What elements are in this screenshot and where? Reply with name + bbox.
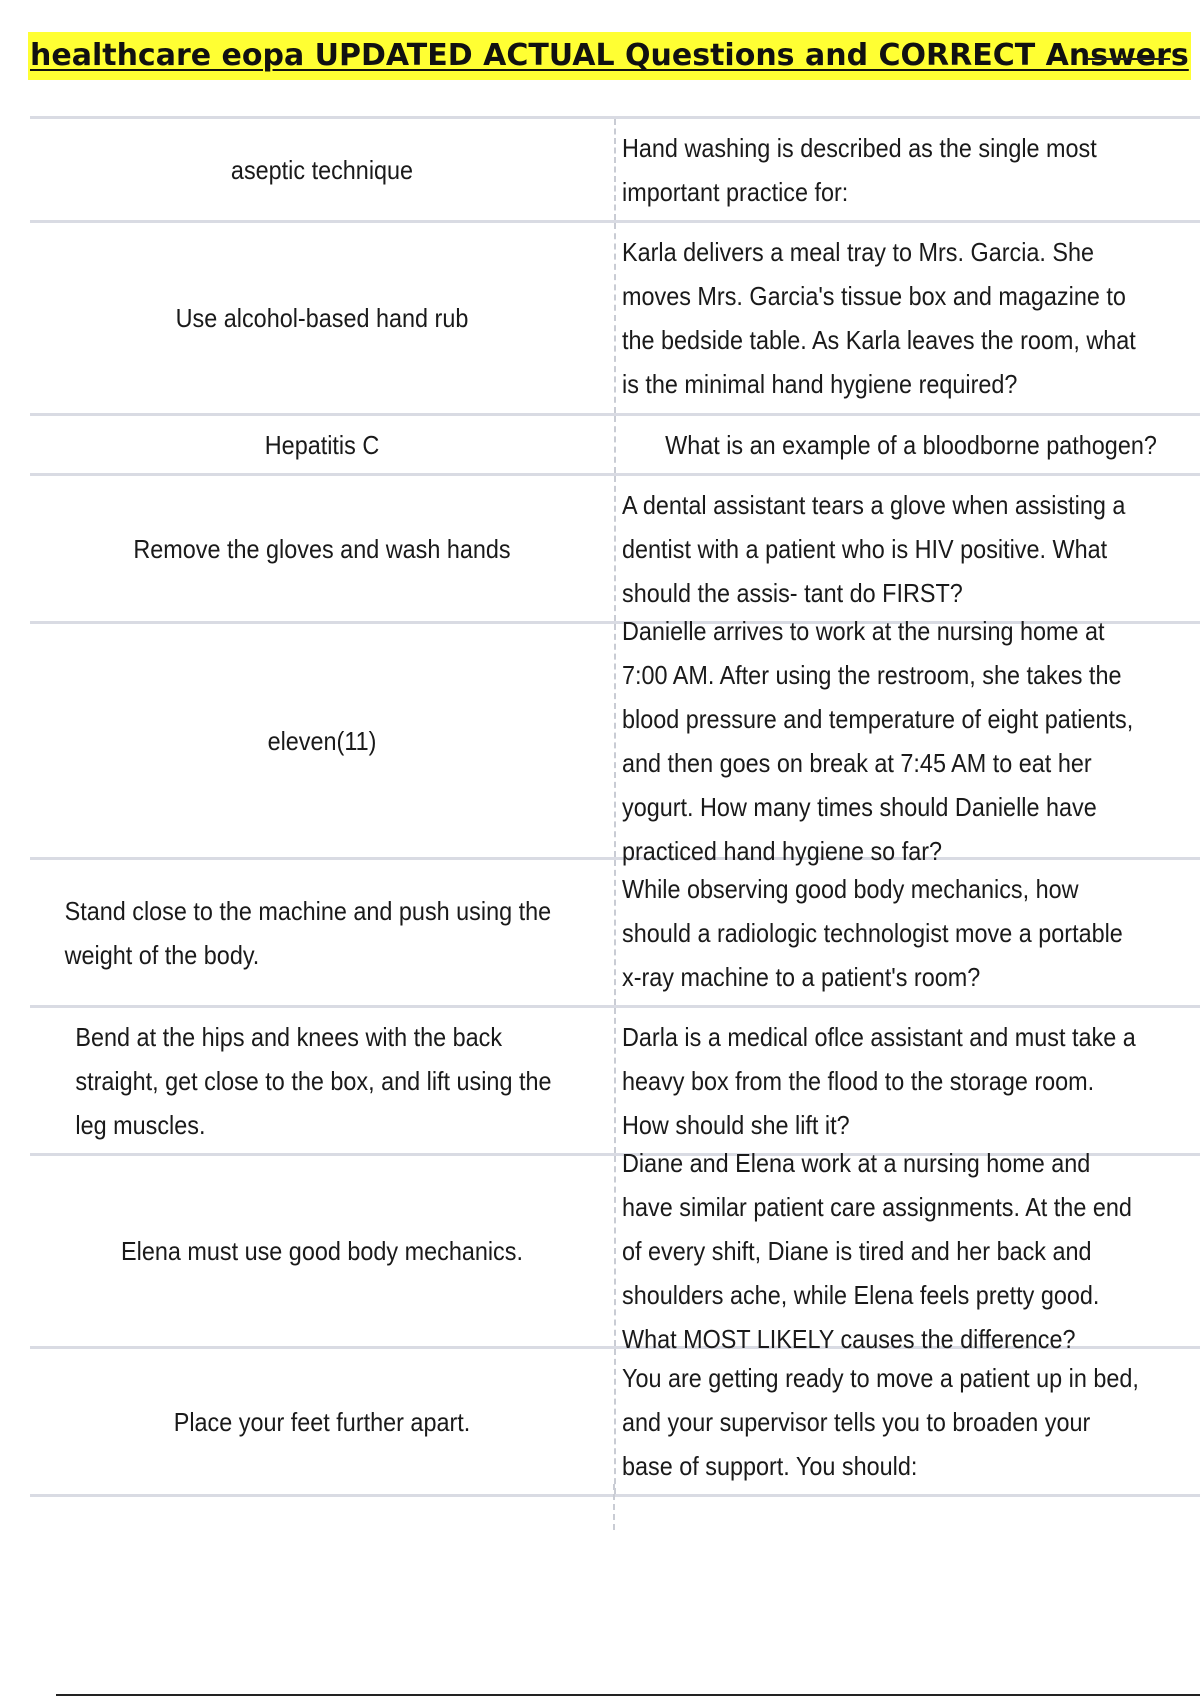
question-text: Diane and Elena work at a nursing home and have similar patient care assignments. At the end of every shift, Diane is tired and her back and shoulders ache, while Elena feels pretty good. What MOST LIKELY causes the difference?	[622, 1148, 1132, 1354]
answer-cell	[59, 624, 585, 857]
answer-text: Use alcohol-based hand rub	[175, 303, 469, 333]
qa-row-1	[30, 116, 1200, 220]
answer-text: Bend at the hips and knees with the back straight, get close to the box, and lift using the leg muscles.	[75, 1021, 552, 1140]
question-cell	[614, 615, 1200, 866]
answer-text: eleven(11)	[267, 725, 377, 756]
answer-cell	[59, 223, 585, 413]
answer-cell	[59, 1008, 585, 1153]
question-text: Danielle arrives to work at the nursing home at 7:00 AM. After using the restroom, she takes the blood pressure and temperature of eight patients, and then goes on break at 7:45 AM to eat her yogurt. How many times should Danielle have practiced hand hygiene so far?	[622, 615, 1134, 866]
question-cell	[614, 1349, 1200, 1494]
answer-cell	[59, 1156, 585, 1346]
qa-table	[30, 116, 1200, 1497]
question-cell	[614, 416, 1200, 473]
question-cell	[614, 860, 1200, 1005]
question-text: You are getting ready to move a patient up in bed, and your supervisor tells you to broaden your base of support. You should:	[622, 1362, 1139, 1481]
question-cell	[614, 223, 1200, 413]
answer-cell	[59, 860, 585, 1005]
answer-text: Hepatitis C	[264, 429, 380, 460]
question-cell	[614, 1008, 1200, 1153]
answer-text: Place your feet further apart.	[173, 1406, 471, 1437]
qa-row-2	[30, 220, 1200, 413]
qa-row-9	[30, 1346, 1200, 1497]
question-text: What is an example of a bloodborne pathogen?	[665, 429, 1157, 460]
question-text: Karla delivers a meal tray to Mrs. Garcia. She moves Mrs. Garcia's tissue box and magazine to the bedside table. As Karla leaves the room, what is the minimal hand hygiene required?	[622, 237, 1136, 399]
title-rule	[1088, 58, 1170, 60]
qa-row-3	[30, 413, 1200, 473]
qa-row-5	[30, 615, 1200, 866]
answer-text: Elena must use good body mechanics.	[121, 1236, 523, 1266]
footer-rule	[56, 1694, 1200, 1696]
answer-cell	[59, 416, 585, 473]
qa-row-4	[30, 473, 1200, 621]
title-bar	[28, 28, 1189, 84]
question-text: While observing good body mechanics, how should a radiologic technologist move a portable x-ray machine to a patient's room?	[622, 873, 1123, 992]
qa-row-8	[30, 1148, 1200, 1354]
column-divider-tail	[613, 1484, 615, 1530]
answer-text: aseptic technique	[230, 154, 414, 185]
question-text: Darla is a medical oflce assistant and must take a heavy box from the flood to the storage room. How should she lift it?	[622, 1021, 1136, 1140]
answer-text: Remove the gloves and wash hands	[133, 533, 511, 564]
document-title: healthcare eopa UPDATED ACTUAL Questions and CORRECT Answers	[28, 32, 1191, 80]
answer-text: Stand close to the machine and push using the weight of the body.	[64, 895, 552, 970]
question-text: Hand washing is described as the single most important practice for:	[622, 132, 1097, 207]
question-cell	[614, 119, 1200, 220]
answer-cell	[59, 1349, 585, 1494]
question-cell	[614, 476, 1200, 621]
question-cell	[614, 1148, 1200, 1354]
qa-row-6	[30, 857, 1200, 1005]
answer-cell	[59, 476, 585, 621]
answer-cell	[59, 119, 585, 220]
qa-row-7	[30, 1005, 1200, 1153]
question-text: A dental assistant tears a glove when assisting a dentist with a patient who is HIV positive. What should the assis- tant do FIRST?	[622, 489, 1126, 608]
